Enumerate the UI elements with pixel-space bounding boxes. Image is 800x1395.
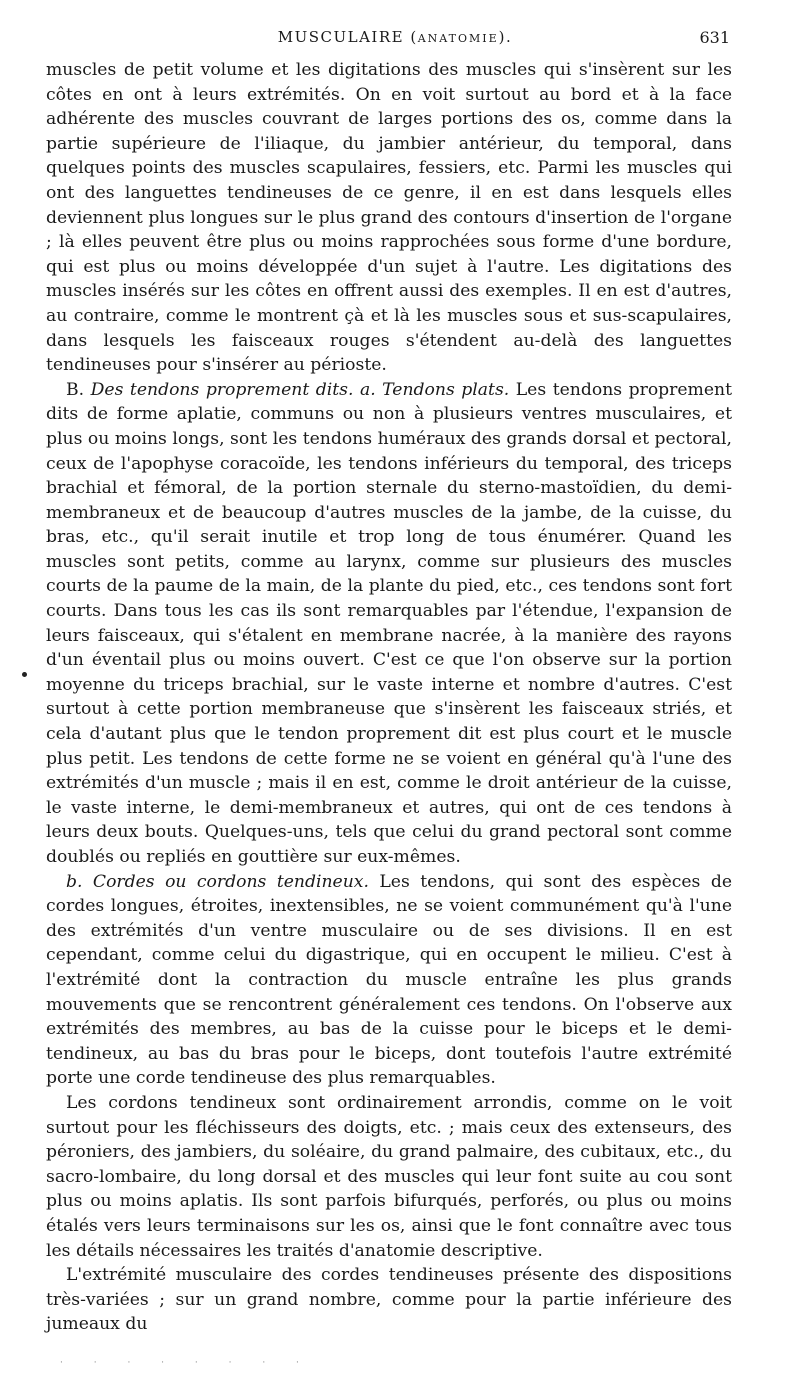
- paragraph-3-text: Les tendons, qui sont des espèces de cordes longues, étroites, inextensibles, ne se voient communément qu'à l'une des extrémités d'un ventre musculaire ou de ses divisions. Il en est cependant, comme celui du digastrique, qui en occupent le milieu. C'est à l'extrémité dont la contraction du muscle entraîne les plus grands mouvements que se rencontrent généralement ces tendons. On l'observe aux extrémités des membres, au bas de la cuisse pour le biceps et le demi-tendineux, au bas du bras pour le biceps, dont toutefois l'autre extrémité porte une corde tendineuse des plus remarquables.: [46, 871, 732, 1089]
- paragraph-2-heading: Des tendons proprement dits. a. Tendons plats.: [90, 379, 510, 400]
- paragraph-4: [46, 1091, 732, 1263]
- paragraph-2: [46, 378, 732, 870]
- paragraph-3: [46, 870, 732, 1091]
- paragraph-1: [46, 58, 732, 378]
- paragraph-2-text: Les tendons proprement dits de forme aplatie, communs ou non à plusieurs ventres musculaires, et plus ou moins longs, sont les tendons huméraux des grands dorsal et pectoral, ceux de l'apophyse coracoïde, les tendons inférieurs du temporal, des triceps brachial et fémoral, de la portion sternale du sterno-mastoïdien, du demi-membraneux et de beaucoup d'autres muscles de la jambe, de la cuisse, du bras, etc., qu'il serait inutile et trop long de tous énumérer. Quand les muscles sont petits, comme au larynx, comme sur plusieurs des muscles courts de la paume de la main, de la plante du pied, etc., ces tendons sont fort courts. Dans tous les cas ils sont remarquables par l'étendue, l'expansion de leurs faisceaux, qui s'étalent en membrane nacrée, à la manière des rayons d'un éventail plus ou moins ouvert. C'est ce que l'on observe sur la portion moyenne du triceps brachial, sur le vaste interne et nombre d'autres. C'est surtout à cette portion membraneuse que s'insèrent les faisceaux striés, et cela d'autant plus que le tendon proprement dit est plus court et le muscle plus petit. Les tendons de cette forme ne se voient en général qu'à l'une des extrémités d'un muscle ; mais il en est, comme le droit antérieur de la cuisse, le vaste interne, le demi-membraneux et autres, qui ont de ces tendons à leurs deux bouts. Quelques-uns, tels que celui du grand pectoral sont comme doublés ou repliés en gouttière sur eux-mêmes.: [46, 379, 732, 867]
- running-title-sub: ANATOMIE: [417, 32, 499, 45]
- footer-scan-marks: · · · · · · · ·: [60, 1358, 313, 1368]
- running-title: [60, 28, 730, 46]
- page-number: 631: [699, 28, 730, 47]
- paragraph-5: [46, 1263, 732, 1337]
- paragraph-3-heading: b. Cordes ou cordons tendineux.: [66, 871, 369, 892]
- page-header: [60, 28, 730, 52]
- paragraph-4-text: Les cordons tendineux sont ordinairement arrondis, comme on le voit surtout pour les fléchisseurs des doigts, etc. ; mais ceux des extenseurs, des péroniers, des jambiers, du soléaire, du grand palmaire, des cubitaux, etc., du sacro-lombaire, du long dorsal et des muscles qui leur font suite au cou sont plus ou moins aplatis. Ils sont parfois bifurqués, perforés, ou plus ou moins étalés vers leurs terminaisons sur les os, ainsi que le font connaître avec tous les détails nécessaires les traités d'anatomie descriptive.: [46, 1092, 732, 1261]
- running-title-main: MUSCULAIRE (: [277, 28, 418, 46]
- paragraph-5-text: L'extrémité musculaire des cordes tendineuses présente des dispositions très-variées ; sur un grand nombre, comme pour la partie inférieure des jumeaux du: [46, 1265, 732, 1335]
- paragraph-2-lead: B.: [66, 379, 91, 400]
- paragraph-1-text: muscles de petit volume et les digitations des muscles qui s'insèrent sur les côtes en ont à leurs extrémités. On en voit surtout au bord et à la face adhérente des muscles couvrant de larges portions des os, comme dans la partie supérieure de l'iliaque, du jambier antérieur, du temporal, dans quelques points des muscles scapulaires, fessiers, etc. Parmi les muscles qui ont des languettes tendineuses de ce genre, il en est dans lesquels elles deviennent plus longues sur le plus grand des contours d'insertion de l'organe ; là elles peuvent être plus ou moins rapprochées sous forme d'une bordure, qui est plus ou moins développée d'un sujet à l'autre. Les digitations des muscles insérés sur les côtes en offrent aussi des exemples. Il en est d'autres, au contraire, comme le montrent çà et là les muscles sous et sus-scapulaires, dans lesquels les faisceaux rouges s'étendent au-delà des languettes tendineuses pour s'insérer au périoste.: [46, 60, 732, 376]
- body-text: [46, 58, 732, 1337]
- margin-dot-mark: [22, 672, 27, 677]
- running-title-close: ).: [498, 28, 513, 46]
